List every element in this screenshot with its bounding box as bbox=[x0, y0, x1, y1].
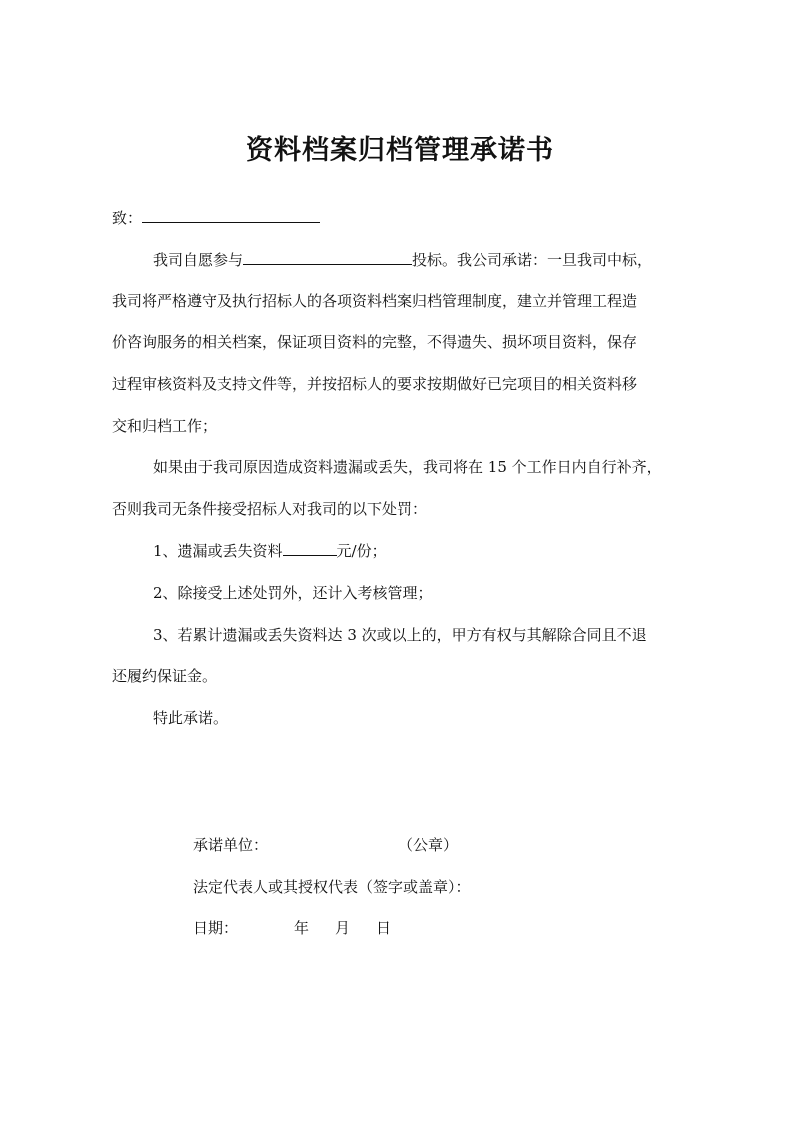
para1-line4: 过程审核资料及支持文件等，并按招标人的要求按期做好已完项目的相关资料移 bbox=[112, 375, 638, 393]
date-label: 日期： bbox=[193, 919, 239, 937]
legal-rep-line: 法定代表人或其授权代表（签字或盖章）： bbox=[193, 878, 471, 896]
para1-line3: 价咨询服务的相关档案，保证项目资料的完整，不得遗失、损坏项目资料，保存 bbox=[112, 333, 638, 351]
penalty-item-1-suffix: 元/份； bbox=[336, 542, 387, 560]
project-name-blank[interactable] bbox=[243, 249, 412, 265]
document-title: 资料档案归档管理承诺书 bbox=[246, 135, 554, 166]
para1-line5: 交和归档工作； bbox=[112, 417, 218, 435]
penalty-item-1-prefix: 1、遗漏或丢失资料 bbox=[153, 542, 283, 560]
closing-statement: 特此承诺。 bbox=[153, 709, 229, 727]
official-seal-label: （公章） bbox=[398, 836, 459, 854]
para1-line1 bbox=[153, 249, 733, 271]
date-line bbox=[193, 917, 391, 939]
signing-unit-line bbox=[193, 834, 458, 856]
penalty-item-1 bbox=[153, 540, 733, 562]
penalty-item-3-line1: 3、若累计遗漏或丢失资料达 3 次或以上的，甲方有权与其解除合同且不退 bbox=[153, 626, 647, 644]
para1-suffix: 投标。我公司承诺：一旦我司中标， bbox=[412, 251, 653, 269]
para2-line1: 如果由于我司原因造成资料遗漏或丢失，我司将在 15 个工作日内自行补齐， bbox=[153, 458, 662, 476]
signing-unit-label: 承诺单位： bbox=[193, 836, 269, 854]
recipient-line bbox=[112, 207, 692, 229]
penalty-amount-blank[interactable] bbox=[283, 540, 337, 556]
recipient-label: 致： bbox=[112, 209, 143, 227]
para1-prefix: 我司自愿参与 bbox=[153, 251, 244, 269]
para2-line2: 否则我司无条件接受招标人对我司的以下处罚： bbox=[112, 500, 428, 518]
penalty-item-3-line2: 还履约保证金。 bbox=[112, 667, 218, 685]
para1-line2: 我司将严格遵守及执行招标人的各项资料档案归档管理制度，建立并管理工程造 bbox=[112, 292, 638, 310]
recipient-blank[interactable] bbox=[142, 207, 320, 223]
date-year: 年 bbox=[294, 919, 310, 937]
date-month: 月 bbox=[335, 919, 351, 937]
penalty-item-2: 2、除接受上述处罚外，还计入考核管理； bbox=[153, 584, 433, 602]
date-day: 日 bbox=[376, 919, 392, 937]
